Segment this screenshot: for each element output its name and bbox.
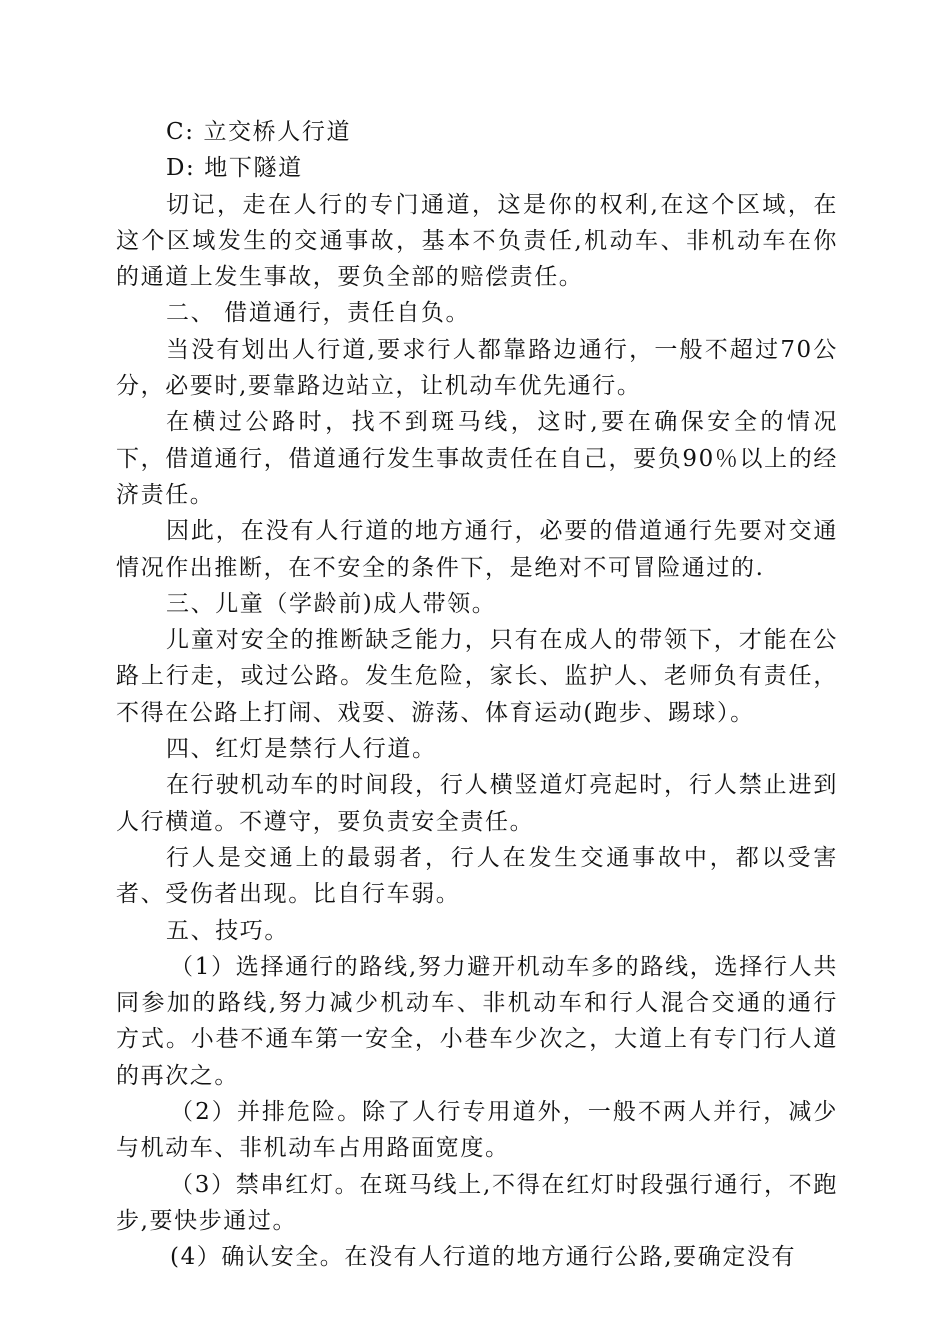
paragraph-reminder: 切记，走在人行的专门通道，这是你的权利,在这个区域，在这个区域发生的交通事故，基本不负责任,机动车、非机动车在你的通道上发生事故，要负全部的赔偿责任。: [116, 191, 838, 291]
option-c: C: 立交桥人行道: [166, 119, 352, 145]
tip-item-2: （2）并排危险。除了人行专用道外，一般不两人并行，减少与机动车、非机动车占用路面宽度。: [116, 1099, 838, 1162]
paragraph-children: 儿童对安全的推断缺乏能力，只有在成人的带领下，才能在公路上行走，或过公路。发生危险，家长、监护人、老师负有责任，不得在公路上打闹、戏耍、游荡、体育运动(跑步、踢球）。: [116, 627, 838, 726]
section-heading-5: 五、技巧。: [166, 917, 289, 944]
section-heading-3: 三、儿童（学龄前)成人带领。: [166, 590, 497, 617]
tip-item-1: （1）选择通行的路线,努力避开机动车多的路线，选择行人共同参加的路线,努力减少机动车、非机动车和行人混合交通的通行方式。小巷不通车第一安全，小巷车少次之，大道上有专门行人道的再次之。: [116, 953, 838, 1089]
paragraph-judgement: 因此，在没有人行道的地方通行，必要的借道通行先要对交通情况作出推断，在不安全的条件下，是绝对不可冒险通过的.: [116, 518, 838, 581]
option-d: D: 地下隧道: [166, 155, 303, 182]
tip-item-3: （3）禁串红灯。在斑马线上,不得在红灯时段强行通行，不跑步,要快步通过。: [116, 1171, 838, 1234]
paragraph-roadside: 当没有划出人行道,要求行人都靠路边通行，一般不超过70公分，必要时,要靠路边站立，让机动车优先通行。: [116, 336, 838, 400]
paragraph-red-light: 在行驶机动车的时间段，行人横竖道灯亮起时，行人禁止进到人行横道。不遵守，要负责安全责任。: [116, 772, 838, 835]
tip-item-4: (4）确认安全。在没有人行道的地方通行公路,要确定没有: [170, 1244, 797, 1271]
section-heading-4: 四、红灯是禁行人行道。: [166, 736, 437, 763]
paragraph-weakest: 行人是交通上的最弱者，行人在发生交通事故中，都以受害者、受伤者出现。比自行车弱。: [116, 844, 838, 908]
paragraph-crossing: 在横过公路时，找不到斑马线，这时,要在确保安全的情况下，借道通行，借道通行发生事故责任在自己，要负90％以上的经济责任。: [116, 409, 838, 508]
section-heading-2: 二、 借道通行，责任自负。: [166, 300, 471, 327]
document-body: [116, 114, 838, 1276]
